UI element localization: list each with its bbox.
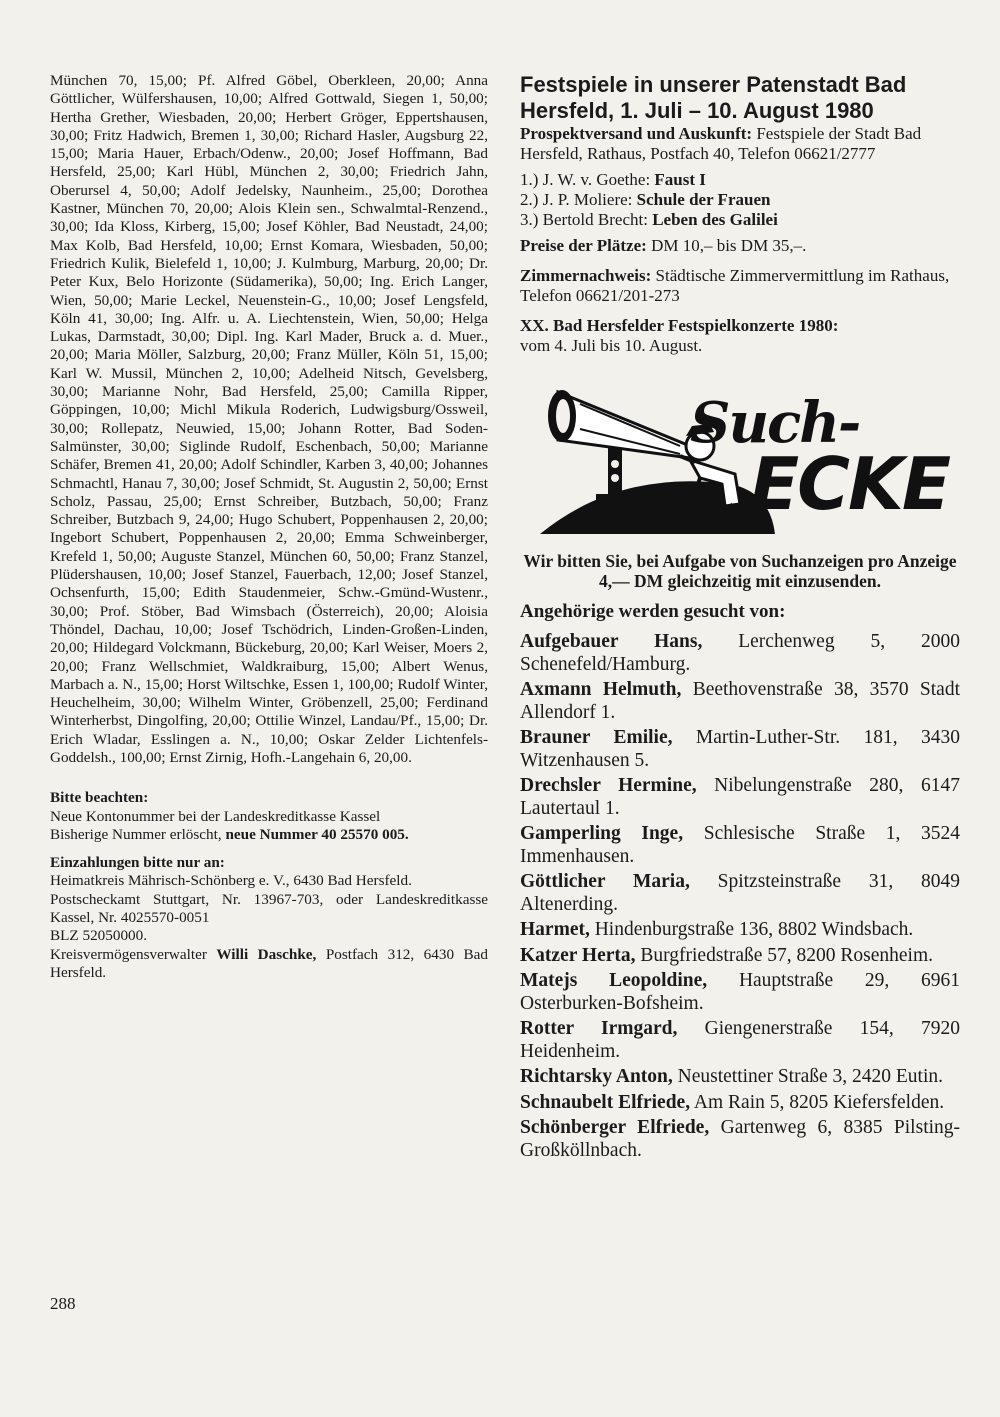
payment-line1: Heimatkreis Mährisch-Schönberg e. V., 6430 Bad Hersfeld. [50,872,412,890]
concerts-info [520,316,960,356]
concerts-text: vom 4. Juli bis 10. August. [520,336,703,355]
prospekt-info [520,124,960,164]
prospekt-label: Prospektversand und Auskunft: [520,124,753,143]
notice-line2 [50,826,488,844]
entry-name: Aufgebauer Hans, [520,631,703,652]
entry-name: Schönberger Elfriede, [520,1117,710,1138]
prices-text: DM 10,– bis DM 35,–. [651,236,807,255]
play-item [520,210,960,230]
list-item [520,823,960,868]
entry-name: Harmet, [520,919,590,940]
list-item [520,919,960,942]
entry-name: Schnaubelt Elfriede, [520,1091,691,1113]
bank-notice [50,789,488,982]
prices-label: Preise der Plätze: [520,236,647,255]
entry-name: Brauner Emilie, [520,727,673,748]
list-item [520,970,960,1015]
list-item [520,1092,960,1115]
entry-address: Neustettiner Straße 3, 2420 Eutin. [677,1066,944,1087]
list-item [520,871,960,916]
rooms-label: Zimmernachweis: [520,266,652,285]
list-item [520,1117,960,1162]
entry-address: Am Rain 5, 8205 Kiefersfelden. [693,1091,945,1113]
rooms-text: Städtische Zimmervermittlung im Rathaus, Telefon 06621/201-273 [520,266,950,305]
such-ecke-logo [540,374,960,539]
entry-address: Burgfriedstraße 57, 8200 Rosenheim. [640,944,934,966]
list-item [520,631,960,676]
festival-title: Festspiele in unserer Patenstadt Bad Hersfeld, 1. Juli – 10. August 1980 [520,72,907,123]
entry-name: Katzer Herta, [520,944,636,966]
play-item [520,190,960,210]
payment-heading: Einzahlungen bitte nur an: [50,854,225,872]
administrator-address: Postfach 312, 6430 Bad Hersfeld. [50,945,489,981]
concerts-label: XX. Bad Hersfelder Festspielkonzerte 1980: [520,316,839,335]
payment-line2: Postscheckamt Stuttgart, Nr. 13967-703, oder Landeskreditkasse Kassel, Nr. 4025570-0051 [50,890,488,927]
entry-address: Beethovenstraße 38, 3570 Stadt Allendorf 1. [520,679,961,723]
entry-address: Giengenerstraße 154, 7920 Heidenheim. [520,1018,961,1062]
entry-address: Lerchenweg 5, 2000 Schenefeld/Hamburg. [520,631,960,675]
notice-heading: Bitte beachten: [50,789,149,807]
entry-name: Drechsler Hermine, [520,775,697,796]
prices-info [520,236,960,256]
entry-name: Axmann Helmuth, [520,679,682,700]
page-number: 288 [50,1294,76,1313]
request-notice: Wir bitten Sie, bei Aufgabe von Suchanzeigen pro Anzeige 4,— DM gleichzeitig mit einzusenden. [523,551,957,591]
payment-line3: BLZ 52050000. [50,927,148,945]
sought-heading: Angehörige werden gesucht von: [520,601,786,622]
play-title: Faust I [654,170,706,189]
rooms-info [520,266,960,306]
list-item [520,1066,960,1089]
entry-address: Hauptstraße 29, 6961 Osterburken-Bofsheim. [520,970,961,1014]
play-list [520,170,960,230]
notice-line2-text: Bisherige Nummer erlöscht, [50,825,222,843]
entry-address: Martin-Luther-Str. 181, 3430 Witzenhausen 5. [520,727,961,771]
entry-address: Spitzsteinstraße 31, 8049 Altenerding. [520,871,960,915]
donation-list: München 70, 15,00; Pf. Alfred Göbel, Oberkleen, 20,00; Anna Göttlicher, Wülfershausen, 10,00; Alfred Gottwald, Siegen 1, 50,00; Hertha Grether, Wiesbaden, 20,00; Herbert Gröger, Eppertshausen, 30,00; Fritz Hadwich, Bremen 1, 30,00; Richard Hasler, Augsburg 22, 15,00; Maria Hauer, Erbach/Odenw., 20,00; Josef Hoffmann, Bad Hersfeld, 25,00; Karl Hübl, München 2, 30,00; Friedrich Jahn, Oberursel 4, 50,00; Adolf Jedelsky, Naunheim., 25,00; Dorothea Kastner, München 70, 20,00; Alois Klein sen., Schwalmtal-Renzend., 30,00; Ida Kloss, Kirberg, 15,00; Josef Köhler, Bad Neustadt, 24,00; Max Kolb, Bad Hersfeld, 10,00; Ernst Komara, Wiesbaden, 50,00; Friedrich Kulik, Bielefeld 1, 10,00; J. Kulmburg, Marburg, 20,00; Dr. Peter Kux, Belo Horizonte (Südamerika), 50,00; Ing. Erich Langer, Wien, 50,00; Marie Leckel, Neuenstein-G., 10,00; Josef Lengsfeld, Köln 41, 30,00; Ing. Alfr. u. A. Liechtenstein, Wien, 50,00; Helga Lukas, Darmstadt, 30,00; Dipl. Ing. Karl Mader, Bruck a. d. Muer., 20,00; Maria Möller, Salzburg, 20,00; Franz Müller, Köln 51, 15,00; Karl W. Mussil, München 2, 10,00; Adelheid Nitsch, Gevelsberg, 30,00; Marianne Nohr, Bad Hersfeld, 25,00; Camilla Ripper, Göppingen, 10,00; Michl Mikula Roderich, Ludwigsburg/Ossweil, 30,00; Rollepatz, Neuwied, 15,00; Johann Rotter, Bad Soden-Salmünster, 30,00; Siglinde Rudolf, Eschenbach, 50,00; Marianne Schäfer, Bremen 41, 20,00; Adolf Schindler, Karben 3, 40,00; Johannes Schmachtl, Hanau 7, 30,00; Josef Schmidt, St. Augustin 2, 50,00; Ernst Scholz, Passau, 25,00; Ernst Schreiber, Butzbach, 50,00; Franz Schreiber, Butzbach 9, 24,00; Hugo Schubert, Poppenhausen 2, 20,00; Ingebort Schubert, Poppenhausen 2, 20,00; Emma Schweinberger, Krefeld 1, 50,00; Auguste Stanzel, München 60, 50,00; Franz Stanzel, Plüdershausen, 10,00; Josef Stanzel, Fauerbach, 12,00; Josef Stanzel, Ochsenfurth, 15,00; Edith Staudenmeier, Schw.-Gmünd-Wustenr., 30,00; Prof. Stöber, Bad Wimsbach (Österreich), 20,00; Aloisia Thöndel, Dachau, 10,00; Josef Tschödrich, Linden-Großen-Linden, 20,00; Hildegard Volckmann, Bückeburg, 20,00; Karl Weiser, Moers 2, 20,00; Franz Wellschmiet, Waldkraiburg, 15,00; Albert Wenus, Marbach a. N., 15,00; Horst Wiltschke, Essen 1, 100,00; Rudolf Winter, Heuchelheim, 30,00; Wilhelm Winter, Gröbenzell, 25,00; Ferdinand Winterherbst, Dingolfing, 20,00; Ottilie Winzel, Landau/Pf., 15,00; Dr. Erich Wladar, Esslingen a. N., 10,00; Oskar Zelder Lichtenfels-Goddelsh., 100,00; Ernst Zirnig, Hofh.-Langehain 6, 20,00. [50,72,488,766]
right-column [520,72,960,1165]
entry-name: Rotter Irmgard, [520,1018,678,1039]
entry-name: Göttlicher Maria, [520,871,690,892]
notice-new-number: neue Nummer 40 25570 005. [225,825,409,843]
list-item [520,727,960,772]
administrator-name: Willi Daschke, [216,945,317,963]
list-item [520,1018,960,1063]
entry-name: Richtarsky Anton, [520,1066,673,1087]
entry-address: Gartenweg 6, 8385 Pilsting-Großköllnbach. [520,1117,961,1161]
play-title: Schule der Frauen [636,190,771,209]
prospekt-text: Festspiele der Stadt Bad Hersfeld, Rathaus, Postfach 40, Telefon 06621/2777 [520,124,922,163]
play-author: 1.) J. W. v. Goethe: [520,170,651,189]
list-item [520,679,960,724]
notice-line1: Neue Kontonummer bei der Landeskreditkasse Kassel [50,807,381,825]
left-column [50,72,488,982]
list-item [520,945,960,968]
play-author: 2.) J. P. Moliere: [520,190,633,209]
play-item [520,170,960,190]
ecke-word: ECKE [750,442,949,526]
entry-address: Hindenburgstraße 136, 8802 Windsbach. [594,919,914,940]
play-author: 3.) Bertold Brecht: [520,210,648,229]
play-title: Leben des Galilei [652,210,778,229]
entry-address: Schlesische Straße 1, 3524 Immenhausen. [520,823,961,867]
entry-name: Gamperling Inge, [520,823,684,844]
administrator-label: Kreisvermögensverwalter [50,945,207,963]
administrator-line [50,946,488,983]
search-entries [520,631,960,1162]
such-word: Such- [690,390,860,456]
entry-address: Nibelungenstraße 280, 6147 Lautertaul 1. [520,775,960,819]
entry-name: Matejs Leopoldine, [520,970,708,991]
list-item [520,775,960,820]
